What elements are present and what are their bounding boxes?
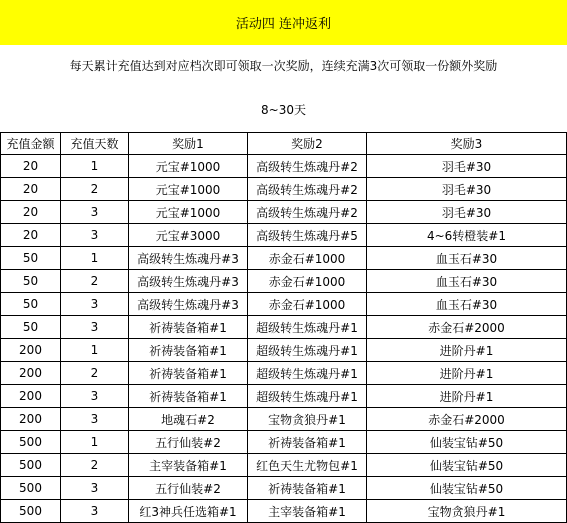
cell-amount: 200	[1, 362, 61, 385]
cell-amount: 500	[1, 500, 61, 523]
cell-reward-3: 羽毛#30	[367, 155, 567, 178]
cell-reward-3: 进阶丹#1	[367, 385, 567, 408]
cell-reward-1: 主宰装备箱#1	[129, 454, 248, 477]
cell-reward-1: 元宝#1000	[129, 155, 248, 178]
table-row	[1, 477, 567, 500]
cell-reward-2: 高级转生炼魂丹#2	[248, 155, 367, 178]
header-reward-3: 奖励3	[367, 133, 567, 155]
cell-reward-2: 赤金石#1000	[248, 293, 367, 316]
cell-reward-2: 高级转生炼魂丹#2	[248, 178, 367, 201]
cell-reward-3: 血玉石#30	[367, 247, 567, 270]
cell-days: 1	[61, 339, 129, 362]
cell-reward-1: 红3神兵任选箱#1	[129, 500, 248, 523]
cell-reward-3: 血玉石#30	[367, 270, 567, 293]
cell-reward-1: 五行仙装#2	[129, 431, 248, 454]
cell-reward-2: 超级转生炼魂丹#1	[248, 339, 367, 362]
cell-reward-1: 高级转生炼魂丹#3	[129, 293, 248, 316]
cell-reward-1: 祈祷装备箱#1	[129, 339, 248, 362]
cell-reward-3: 进阶丹#1	[367, 339, 567, 362]
cell-amount: 50	[1, 247, 61, 270]
cell-reward-1: 元宝#1000	[129, 201, 248, 224]
table-row	[1, 408, 567, 431]
cell-days: 3	[61, 201, 129, 224]
cell-amount: 20	[1, 201, 61, 224]
cell-reward-1: 元宝#1000	[129, 178, 248, 201]
table-row	[1, 155, 567, 178]
cell-reward-2: 红色天生尤物包#1	[248, 454, 367, 477]
cell-days: 2	[61, 178, 129, 201]
cell-reward-3: 进阶丹#1	[367, 362, 567, 385]
cell-amount: 50	[1, 316, 61, 339]
cell-days: 3	[61, 316, 129, 339]
cell-days: 1	[61, 155, 129, 178]
rewards-table	[0, 132, 567, 523]
cell-reward-3: 血玉石#30	[367, 293, 567, 316]
cell-days: 3	[61, 500, 129, 523]
cell-reward-3: 4~6转橙装#1	[367, 224, 567, 247]
cell-reward-1: 祈祷装备箱#1	[129, 362, 248, 385]
cell-amount: 200	[1, 385, 61, 408]
table-row	[1, 362, 567, 385]
table-row	[1, 385, 567, 408]
cell-reward-2: 祈祷装备箱#1	[248, 431, 367, 454]
header-days: 充值天数	[61, 133, 129, 155]
cell-reward-2: 赤金石#1000	[248, 247, 367, 270]
cell-reward-2: 主宰装备箱#1	[248, 500, 367, 523]
cell-amount: 20	[1, 224, 61, 247]
table-header-row	[1, 133, 567, 155]
cell-amount: 20	[1, 178, 61, 201]
header-reward-1: 奖励1	[129, 133, 248, 155]
table-row	[1, 247, 567, 270]
cell-amount: 50	[1, 270, 61, 293]
cell-reward-1: 五行仙装#2	[129, 477, 248, 500]
cell-amount: 50	[1, 293, 61, 316]
cell-reward-1: 元宝#3000	[129, 224, 248, 247]
cell-amount: 200	[1, 339, 61, 362]
cell-days: 1	[61, 431, 129, 454]
cell-reward-1: 祈祷装备箱#1	[129, 385, 248, 408]
table-row	[1, 178, 567, 201]
header-amount: 充值金额	[1, 133, 61, 155]
cell-reward-3: 羽毛#30	[367, 178, 567, 201]
cell-reward-2: 高级转生炼魂丹#2	[248, 201, 367, 224]
cell-reward-1: 高级转生炼魂丹#3	[129, 247, 248, 270]
cell-amount: 500	[1, 477, 61, 500]
cell-reward-2: 超级转生炼魂丹#1	[248, 316, 367, 339]
cell-amount: 20	[1, 155, 61, 178]
cell-reward-2: 赤金石#1000	[248, 270, 367, 293]
event-banner	[0, 0, 567, 45]
cell-days: 3	[61, 224, 129, 247]
cell-reward-3: 仙装宝钻#50	[367, 431, 567, 454]
cell-reward-2: 超级转生炼魂丹#1	[248, 385, 367, 408]
cell-days: 3	[61, 408, 129, 431]
day-range-label: 8~30天	[261, 103, 306, 117]
cell-reward-3: 赤金石#2000	[367, 316, 567, 339]
cell-amount: 500	[1, 454, 61, 477]
cell-days: 2	[61, 270, 129, 293]
cell-amount: 200	[1, 408, 61, 431]
cell-reward-1: 地魂石#2	[129, 408, 248, 431]
table-row	[1, 201, 567, 224]
table-row	[1, 316, 567, 339]
cell-amount: 500	[1, 431, 61, 454]
table-row	[1, 270, 567, 293]
cell-days: 3	[61, 293, 129, 316]
cell-days: 1	[61, 247, 129, 270]
table-row	[1, 224, 567, 247]
cell-days: 2	[61, 454, 129, 477]
table-row	[1, 339, 567, 362]
cell-days: 3	[61, 477, 129, 500]
cell-days: 3	[61, 385, 129, 408]
header-reward-2: 奖励2	[248, 133, 367, 155]
cell-days: 2	[61, 362, 129, 385]
cell-reward-2: 超级转生炼魂丹#1	[248, 362, 367, 385]
cell-reward-2: 宝物贪狼丹#1	[248, 408, 367, 431]
cell-reward-3: 仙装宝钻#50	[367, 454, 567, 477]
event-description: 每天累计充值达到对应档次即可领取一次奖励，连续充满3次可领取一份额外奖励	[69, 59, 498, 73]
table-row	[1, 454, 567, 477]
table-row	[1, 500, 567, 523]
table-row	[1, 431, 567, 454]
event-title: 活动四 连冲返利	[235, 17, 332, 32]
cell-reward-2: 祈祷装备箱#1	[248, 477, 367, 500]
cell-reward-3: 羽毛#30	[367, 201, 567, 224]
cell-reward-1: 祈祷装备箱#1	[129, 316, 248, 339]
cell-reward-3: 仙装宝钻#50	[367, 477, 567, 500]
table-row	[1, 293, 567, 316]
cell-reward-3: 宝物贪狼丹#1	[367, 500, 567, 523]
cell-reward-3: 赤金石#2000	[367, 408, 567, 431]
cell-reward-2: 高级转生炼魂丹#5	[248, 224, 367, 247]
cell-reward-1: 高级转生炼魂丹#3	[129, 270, 248, 293]
